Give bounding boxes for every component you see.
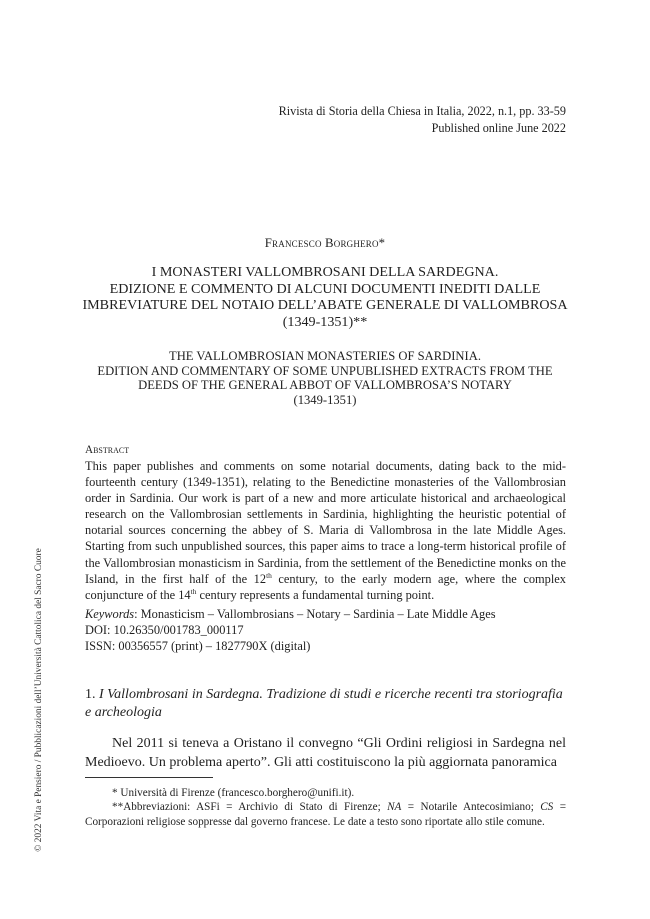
issn-line: ISSN: 00356557 (print) – 1827790X (digital) [85, 639, 311, 654]
keywords-line [85, 606, 496, 622]
journal-citation: Rivista di Storia della Chiesa in Italia, 2022, n.1, pp. 33-59 [278, 104, 566, 118]
footnote-affiliation: * Università di Firenze (francesco.borghero@unifi.it). [112, 787, 355, 799]
english-title-line: DEEDS OF THE GENERAL ABBOT OF VALLOMBROSA’S NOTARY [138, 378, 512, 393]
english-title-line: THE VALLOMBROSIAN MONASTERIES OF SARDINIA. [169, 349, 481, 363]
italian-title-line: EDIZIONE E COMMENTO DI ALCUNI DOCUMENTI INEDITI DALLE [109, 280, 541, 297]
section-title: I Vallombrosani in Sardegna. Tradizione di studi e ricerche recenti tra storiografia e archeologia [85, 687, 563, 720]
italian-title-line: IMBREVIATURE DEL NOTAIO DELL’ABATE GENERALE DI VALLOMBROSA [82, 297, 568, 313]
abstract-heading: Abstract [85, 444, 130, 456]
footnote-divider [85, 777, 213, 778]
author-name: Francesco Borghero* [264, 236, 386, 250]
body-paragraph: Nel 2011 si teneva a Oristano il convegno “Gli Ordini religiosi in Sardegna nel Medioevo. Un problema aperto”. Gli atti costituiscono la più aggiornata panoramica [85, 736, 566, 770]
section-number: 1. [85, 687, 99, 702]
english-title-line: (1349-1351) [293, 392, 357, 407]
italian-title-line: (1349-1351)** [282, 313, 368, 330]
side-copyright-notice: © 2022 Vita e Pensiero / Pubblicazioni dell’Università Cattolica del Sacro Cuore [34, 548, 44, 852]
keywords-label: Keywords [85, 607, 135, 621]
publication-date: Published online June 2022 [431, 121, 566, 135]
footnote-abbreviations: **Abbreviazioni: ASFi = Archivio di Stato di Firenze; NA = Notarile Antecosimiano; CS = Corporazioni religiose soppresse dal governo francese. Le date a testo sono riportate allo stile comune. [85, 801, 566, 828]
italian-title-line: I MONASTERI VALLOMBROSANI DELLA SARDEGNA. [151, 264, 499, 280]
abstract-text: This paper publishes and comments on some notarial documents, dating back to the mid-fourteenth century (1349-1351), relating to the Benedictine monasteries of the Vallombrosian order in Sardinia. Our work is part of a new and more articulate historical and archaeological research on the Vallombrosian settlements in Sardinia, highlighting the heuristic potential of notarial sources concerning the abbey of S. Maria di Vallombrosa in the late Middle Ages. Starting from such unpublished sources, this paper aims to trace a long-term historical profile of the Vallombrosian monasticism in Sardinia, from the settlement of the Benedictine monks on the Island, in the first half of the 12th century, to the early modern age, where the complex conjuncture of the 14th century represents a fundamental turning point. [85, 459, 566, 602]
keywords-list: : Monasticism – Vallombrosians – Notary – Sardinia – Late Middle Ages [134, 607, 496, 621]
doi-line: DOI: 10.26350/001783_000117 [85, 623, 244, 638]
journal-header [279, 103, 566, 137]
italian-title [70, 264, 580, 330]
section-heading [85, 686, 566, 722]
english-title-line: EDITION AND COMMENTARY OF SOME UNPUBLISHED EXTRACTS FROM THE [97, 363, 553, 378]
footnotes [85, 786, 566, 829]
english-title [70, 349, 580, 407]
article-metadata [85, 606, 496, 654]
